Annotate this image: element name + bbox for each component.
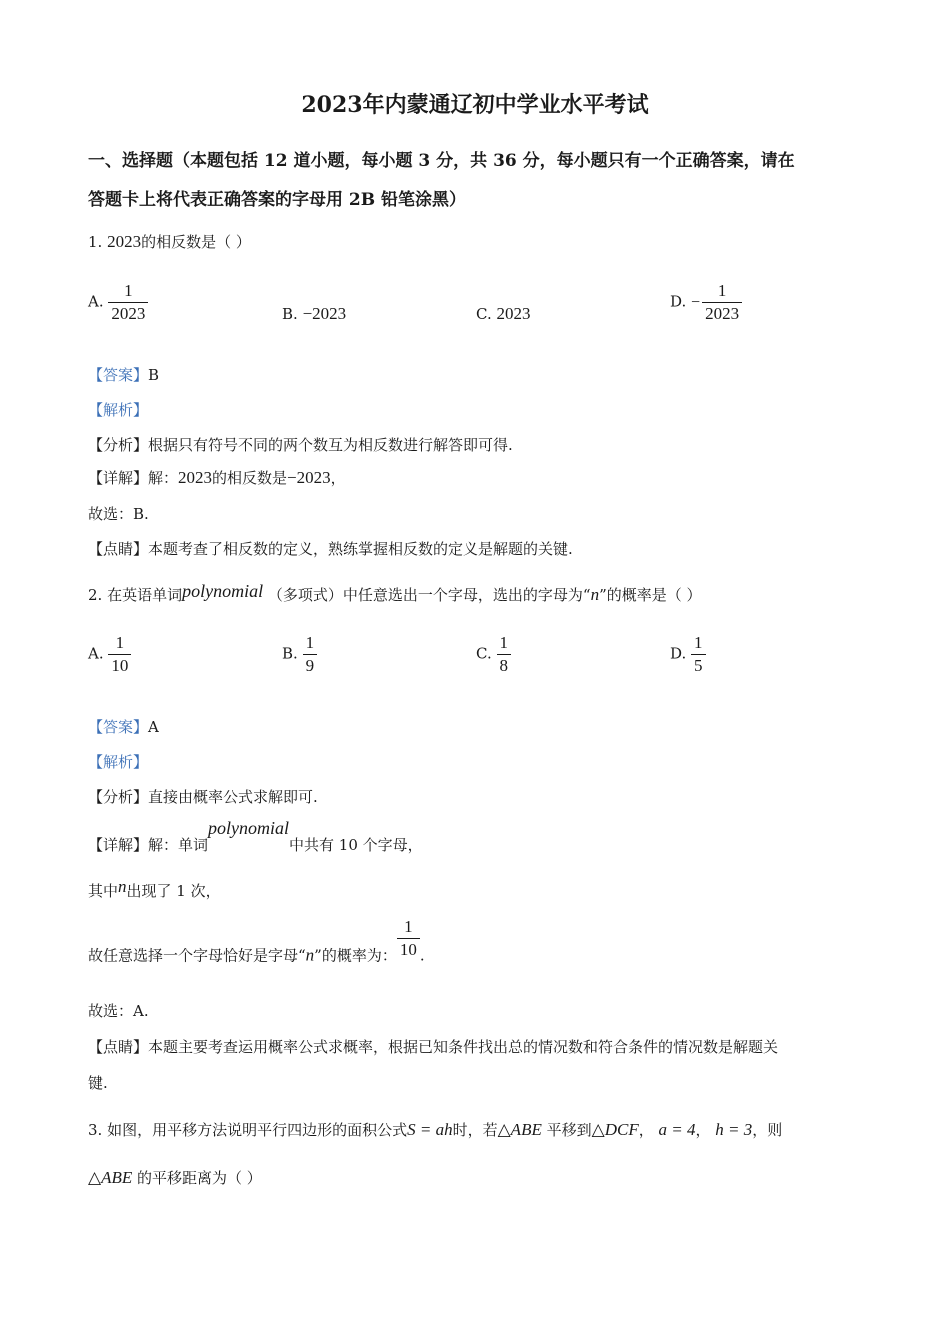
q1-analysis-tag: 【解析】 — [88, 401, 149, 419]
fraction: $\frac{1}{10}$ — [108, 632, 131, 677]
q2-analysis-tag: 【解析】 — [88, 753, 149, 771]
q1-option-d: D. − $\frac{1}{2023}$ — [670, 280, 742, 325]
fraction: $\frac{1}{2023}$ — [702, 280, 742, 325]
section-heading-line1: 一、选择题（本题包括 12 道小题，每小题 3 分，共 36 分，每小题只有一个正确答案，请在 — [88, 151, 795, 171]
q2-dianjing-line2: 键. — [88, 1074, 108, 1092]
q2-xiangjie: 【详解】解：单词polynomial中共有 10 个字母， — [88, 818, 423, 854]
q2-answer: 【答案】A — [88, 718, 159, 736]
question-3: 3. 如图，用平移方法说明平行四边形的面积公式S = ah时，若△ABE 平移到△DCF， a = 4， h = 3，则 — [88, 1120, 783, 1139]
q2-dianjing-line1: 【点睛】本题主要考查运用概率公式求概率，根据已知条件找出总的情况数和符合条件的情况数是解题关 — [88, 1038, 779, 1056]
q1-fenxi: 【分析】根据只有符号不同的两个数互为相反数进行解答即可得. — [88, 436, 513, 454]
q1-answer: 【答案】B — [88, 366, 160, 384]
q2-line2: 其中n出现了 1 次， — [88, 877, 221, 900]
page-title: 2023年内蒙通辽初中学业水平考试 — [301, 92, 649, 118]
q2-option-b: B. $\frac{1}{9}$ — [282, 632, 317, 677]
q1-dianjing: 【点睛】本题考查了相反数的定义，熟练掌握相反数的定义是解题的关键. — [88, 540, 573, 558]
q2-line3: 故任意选择一个字母恰好是字母“n”的概率为： $\frac{1}{10}$ . — [88, 917, 425, 965]
section-heading-line2: 答题卡上将代表正确答案的字母用 2B 铅笔涂黑） — [88, 190, 467, 210]
q2-option-a: A. $\frac{1}{10}$ — [88, 632, 131, 677]
fraction: $\frac{1}{10}$ — [397, 916, 420, 961]
q2-fenxi: 【分析】直接由概率公式求解即可. — [88, 788, 318, 806]
fraction: $\frac{1}{8}$ — [497, 632, 512, 677]
q1-option-b: B. −2023 — [282, 304, 347, 323]
fraction: $\frac{1}{9}$ — [303, 632, 318, 677]
question-2: 2. 在英语单词polynomial （多项式）中任意选出一个字母，选出的字母为“n”的概率是（ ） — [88, 581, 702, 604]
question-3-line2: △ABE 的平移距离为（ ） — [88, 1168, 262, 1187]
question-1: 1. 2023的相反数是（ ） — [88, 232, 251, 251]
q2-option-c: C. $\frac{1}{8}$ — [476, 632, 511, 677]
q2-guxuan: 故选：A. — [88, 1002, 149, 1020]
fraction: $\frac{1}{5}$ — [691, 632, 706, 677]
q1-xiangjie: 【详解】解：2023的相反数是−2023， — [88, 468, 346, 487]
q2-option-d: D. $\frac{1}{5}$ — [670, 632, 706, 677]
q1-option-a: A. $\frac{1}{2023}$ — [88, 280, 148, 325]
fraction: $\frac{1}{2023}$ — [108, 280, 148, 325]
q1-option-c: C. 2023 — [476, 304, 531, 323]
q1-guxuan: 故选：B. — [88, 505, 149, 523]
